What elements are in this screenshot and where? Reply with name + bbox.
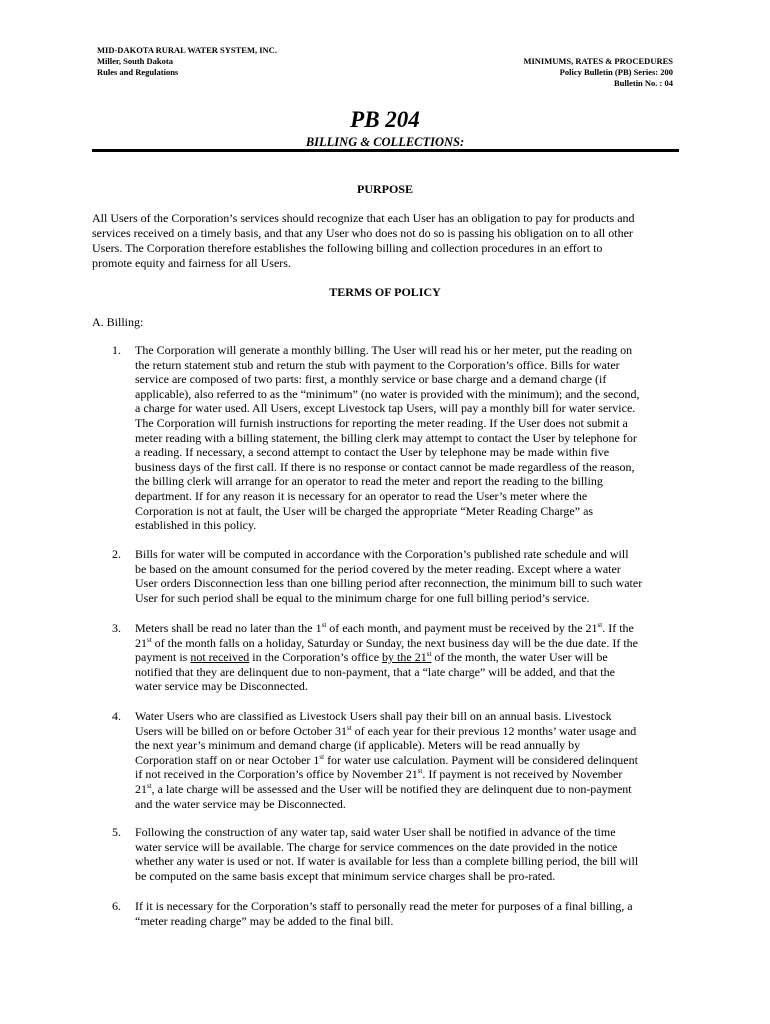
list-item-text xyxy=(135,621,682,694)
text-run: of the month falls on a holiday, Saturday or Sunday, the next business day will be the due date. If the xyxy=(151,635,639,650)
list-item-number: 3. xyxy=(112,621,121,635)
text-line: a charge for water used. All Users, except Livestock tap Users, will pay a monthly bill for water service. xyxy=(135,401,636,416)
text-line: applicable), also referred to as the “minimum” (no water is provided with the minimum); and the second, xyxy=(135,386,640,401)
text-run: Corporation staff on or near October 1 xyxy=(135,752,320,767)
document-title: PB 204 xyxy=(350,107,420,132)
title-divider xyxy=(92,149,679,152)
ordinal-suffix: st xyxy=(597,621,603,629)
organization-name: MID-DAKOTA RURAL WATER SYSTEM, INC. xyxy=(97,45,277,55)
bulletin-number: Bulletin No. : 04 xyxy=(613,78,673,88)
purpose-line: services received on a timely basis, and that any User who does not do so is passing his obligation on to all other xyxy=(92,226,633,240)
text-run: 21 xyxy=(135,635,147,650)
text-line: Corporation is not at fault, the User will be charged the appropriate “Meter Reading Charge” as xyxy=(135,503,594,518)
text-line xyxy=(135,636,682,651)
text-line: and the water service may be Disconnected. xyxy=(135,796,346,811)
text-line: be based on the amount consumed for the period covered by the meter reading. Except where a water xyxy=(135,561,621,576)
document-subtitle: BILLING & COLLECTIONS: xyxy=(305,135,465,149)
purpose-heading: PURPOSE xyxy=(356,182,413,196)
list-item-number: 5. xyxy=(112,825,121,839)
text-line: Following the construction of any water tap, said water User shall be notified in advance of the time xyxy=(135,825,616,839)
text-line: water service will be available. The charge for service commences on the date provided in the notice xyxy=(135,839,618,854)
text-line: Water Users who are classified as Livestock Users shall pay their bill on an annual basis. Livestock xyxy=(135,709,612,723)
ordinal-suffix: st xyxy=(346,723,352,732)
ordinal-suffix: st xyxy=(147,781,152,790)
text-line: whether any water is used or not. If water is available for less than a complete billing period, the bill will xyxy=(135,854,639,869)
text-run: payment is xyxy=(135,650,191,665)
text-run: of each month, and payment must be received by the 21 xyxy=(326,621,598,635)
text-line: The Corporation will furnish instructions for reporting the meter reading. If the User does not submit a xyxy=(135,415,628,430)
list-item-text xyxy=(135,709,682,811)
underlined-text xyxy=(382,650,431,664)
list-item-text xyxy=(135,343,682,533)
ordinal-suffix: st xyxy=(321,621,327,629)
section-a-label: A. Billing: xyxy=(92,315,144,329)
text-line: water service may be Disconnected. xyxy=(135,679,308,694)
text-line xyxy=(135,782,682,797)
text-line xyxy=(135,650,682,665)
text-line: be computed on the same basis except that minimum service charges shall be pro-rated. xyxy=(135,868,556,883)
text-line: department. If for any reason it is necessary for an operator to read the User’s meter where the xyxy=(135,488,588,503)
text-run: if not received in the Corporation’s office by November 21 xyxy=(135,767,418,782)
text-line: Bills for water will be computed in accordance with the Corporation’s published rate schedule and will xyxy=(135,547,629,561)
list-item-text xyxy=(135,825,682,883)
text-run: of each year for their previous 12 months’ water usage and xyxy=(351,723,637,738)
underlined-text: not received xyxy=(190,650,250,665)
list-item-number: 4. xyxy=(112,709,121,723)
header-left xyxy=(97,45,277,78)
text-run: for water use calculation. Payment will be considered delinquent xyxy=(324,752,638,767)
text-line xyxy=(135,753,682,768)
text-line xyxy=(135,767,682,782)
text-line: The Corporation will generate a monthly billing. The User will read his or her meter, put the reading on xyxy=(135,343,633,357)
purpose-line: promote equity and fairness for all Users. xyxy=(92,256,291,270)
purpose-line: Users. The Corporation therefore establishes the following billing and collection procedures in an effort to xyxy=(92,241,603,255)
list-item-text xyxy=(135,547,682,605)
list-item-number: 6. xyxy=(112,899,121,913)
text-run: by the 21 xyxy=(382,650,427,665)
text-line: the return statement stub and return the stub with payment to the Corporation’s office. Bills for water xyxy=(135,357,620,372)
ordinal-suffix: st xyxy=(147,635,152,644)
ordinal-suffix: st xyxy=(426,650,432,659)
text-line: User orders Disconnection less than one billing period after reconnection, the minimum bill to such water xyxy=(135,576,643,591)
list-item-number: 2. xyxy=(112,547,121,561)
text-run: , a late charge will be assessed and the User will be notified they are delinquent due to non-payment xyxy=(151,781,632,796)
text-line: the next year’s minimum and demand charge (if applicable). Meters will be read annually by xyxy=(135,738,581,753)
list-item-number: 1. xyxy=(112,343,121,357)
bulletin-topic: MINIMUMS, RATES & PROCEDURES xyxy=(523,56,673,66)
ordinal-suffix: st xyxy=(319,752,325,761)
text-line: a reading. If necessary, a second attempt to contact the User by telephone may be made within five xyxy=(135,445,610,460)
organization-location: Miller, South Dakota xyxy=(97,56,173,66)
text-run: . If the xyxy=(602,621,634,635)
terms-heading: TERMS OF POLICY xyxy=(329,285,441,299)
list-item-text xyxy=(135,899,682,928)
text-run: Meters shall be read no later than the 1 xyxy=(135,621,322,635)
text-line: notified that they are delinquent due to non-payment, that a “late charge” will be added, and that the xyxy=(135,664,615,679)
document-category: Rules and Regulations xyxy=(97,67,179,77)
purpose-paragraph xyxy=(92,211,687,271)
text-line xyxy=(135,621,682,636)
text-line: If it is necessary for the Corporation’s staff to personally read the meter for purposes of a final billing, a xyxy=(135,899,633,913)
text-line xyxy=(135,724,682,739)
text-line: meter reading with a billing statement, the billing clerk may attempt to contact the User by telephone for xyxy=(135,430,637,445)
text-line: User for such period shall be equal to the minimum charge for one full billing period’s service. xyxy=(135,590,590,605)
bulletin-series: Policy Bulletin (PB) Series: 200 xyxy=(559,67,673,77)
text-line: business days of the first call. If there is no response or contact cannot be made regardless of the reason, xyxy=(135,459,635,474)
text-line: the billing clerk will arrange for an operator to read the meter and report the reading to the billing xyxy=(135,474,603,489)
text-run: 21 xyxy=(135,781,147,796)
text-run: Users will be billed on or before October 31 xyxy=(135,723,347,738)
text-run: . If payment is not received by November xyxy=(422,767,623,782)
text-line: established in this policy. xyxy=(135,518,257,533)
text-line: “meter reading charge” may be added to the final bill. xyxy=(135,913,394,928)
header-right xyxy=(523,56,673,89)
text-run: of the month, the water User will be xyxy=(431,650,608,665)
purpose-line: All Users of the Corporation’s services should recognize that each User has an obligation to pay for products and xyxy=(92,211,635,225)
text-line: service are composed of two parts: first, a monthly service or base charge and a demand charge (if xyxy=(135,372,607,387)
text-run: in the Corporation’s office xyxy=(249,650,383,665)
ordinal-suffix: st xyxy=(417,767,423,776)
